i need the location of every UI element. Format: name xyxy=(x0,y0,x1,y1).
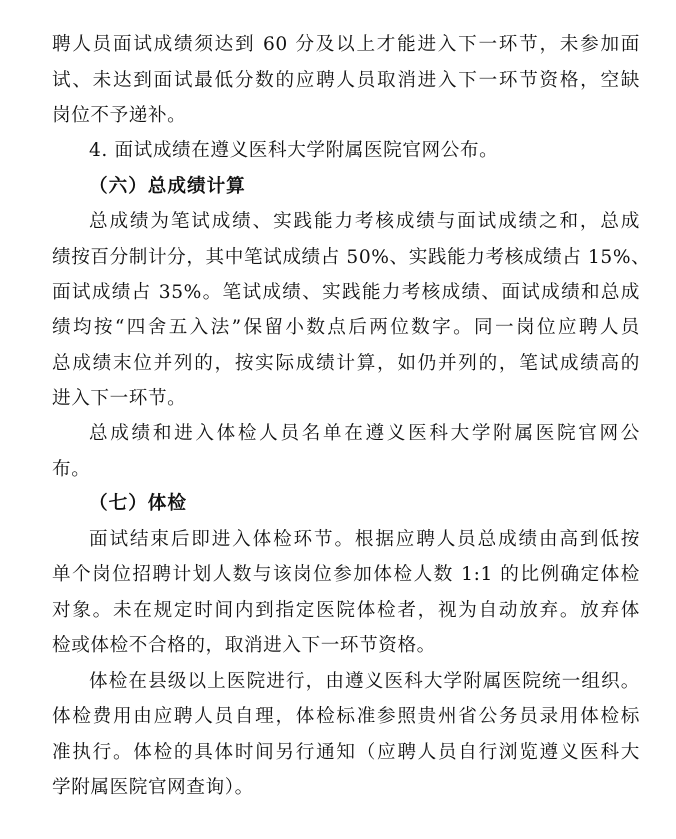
paragraph-line: 4. 面试成绩在遵义医科大学附属医院官网公布。 xyxy=(89,140,499,161)
paragraph-line: 绩按百分制计分，其中笔试成绩占 50%、实践能力考核成绩占 15%、 xyxy=(52,247,651,268)
section-heading-six: （六）总成绩计算 xyxy=(89,176,246,197)
paragraph-line: 面试结束后即进入体检环节。根据应聘人员总成绩由高到低按 xyxy=(89,529,640,550)
paragraph-line: 体检在县级以上医院进行，由遵义医科大学附属医院统一组织。 xyxy=(89,671,640,692)
paragraph-line: 进入下一环节。 xyxy=(52,388,187,409)
paragraph-line: 对象。未在规定时间内到指定医院体检者，视为自动放弃。放弃体 xyxy=(52,600,640,621)
paragraph-line: 单个岗位招聘计划人数与该岗位参加体检人数 1:1 的比例确定体检 xyxy=(52,564,640,585)
paragraph-line: 岗位不予递补。 xyxy=(52,105,187,126)
paragraph-line: 总成绩和进入体检人员名单在遵义医科大学附属医院官网公 xyxy=(89,423,640,444)
section-heading-seven: （七）体检 xyxy=(89,493,187,514)
paragraph-line: 准执行。体检的具体时间另行通知（应聘人员自行浏览遵义医科大 xyxy=(52,742,640,763)
paragraph-line: 试、未达到面试最低分数的应聘人员取消进入下一环节资格，空缺 xyxy=(52,70,640,91)
paragraph-line: 聘人员面试成绩须达到 60 分及以上才能进入下一环节，未参加面 xyxy=(52,34,640,55)
paragraph-line: 学附属医院官网查询）。 xyxy=(52,777,254,798)
paragraph-line: 总成绩末位并列的，按实际成绩计算，如仍并列的，笔试成绩高的 xyxy=(52,353,640,374)
paragraph-line: 绩均按“四舍五入法”保留小数点后两位数字。同一岗位应聘人员 xyxy=(52,317,640,338)
paragraph-line: 体检费用由应聘人员自理，体检标准参照贵州省公务员录用体检标 xyxy=(52,706,640,727)
paragraph-line: 布。 xyxy=(52,459,91,480)
paragraph-line: 总成绩为笔试成绩、实践能力考核成绩与面试成绩之和，总成 xyxy=(89,211,640,232)
paragraph-line: 面试成绩占 35%。笔试成绩、实践能力考核成绩、面试成绩和总成 xyxy=(52,282,640,303)
paragraph-line: 检或体检不合格的，取消进入下一环节资格。 xyxy=(52,635,436,656)
